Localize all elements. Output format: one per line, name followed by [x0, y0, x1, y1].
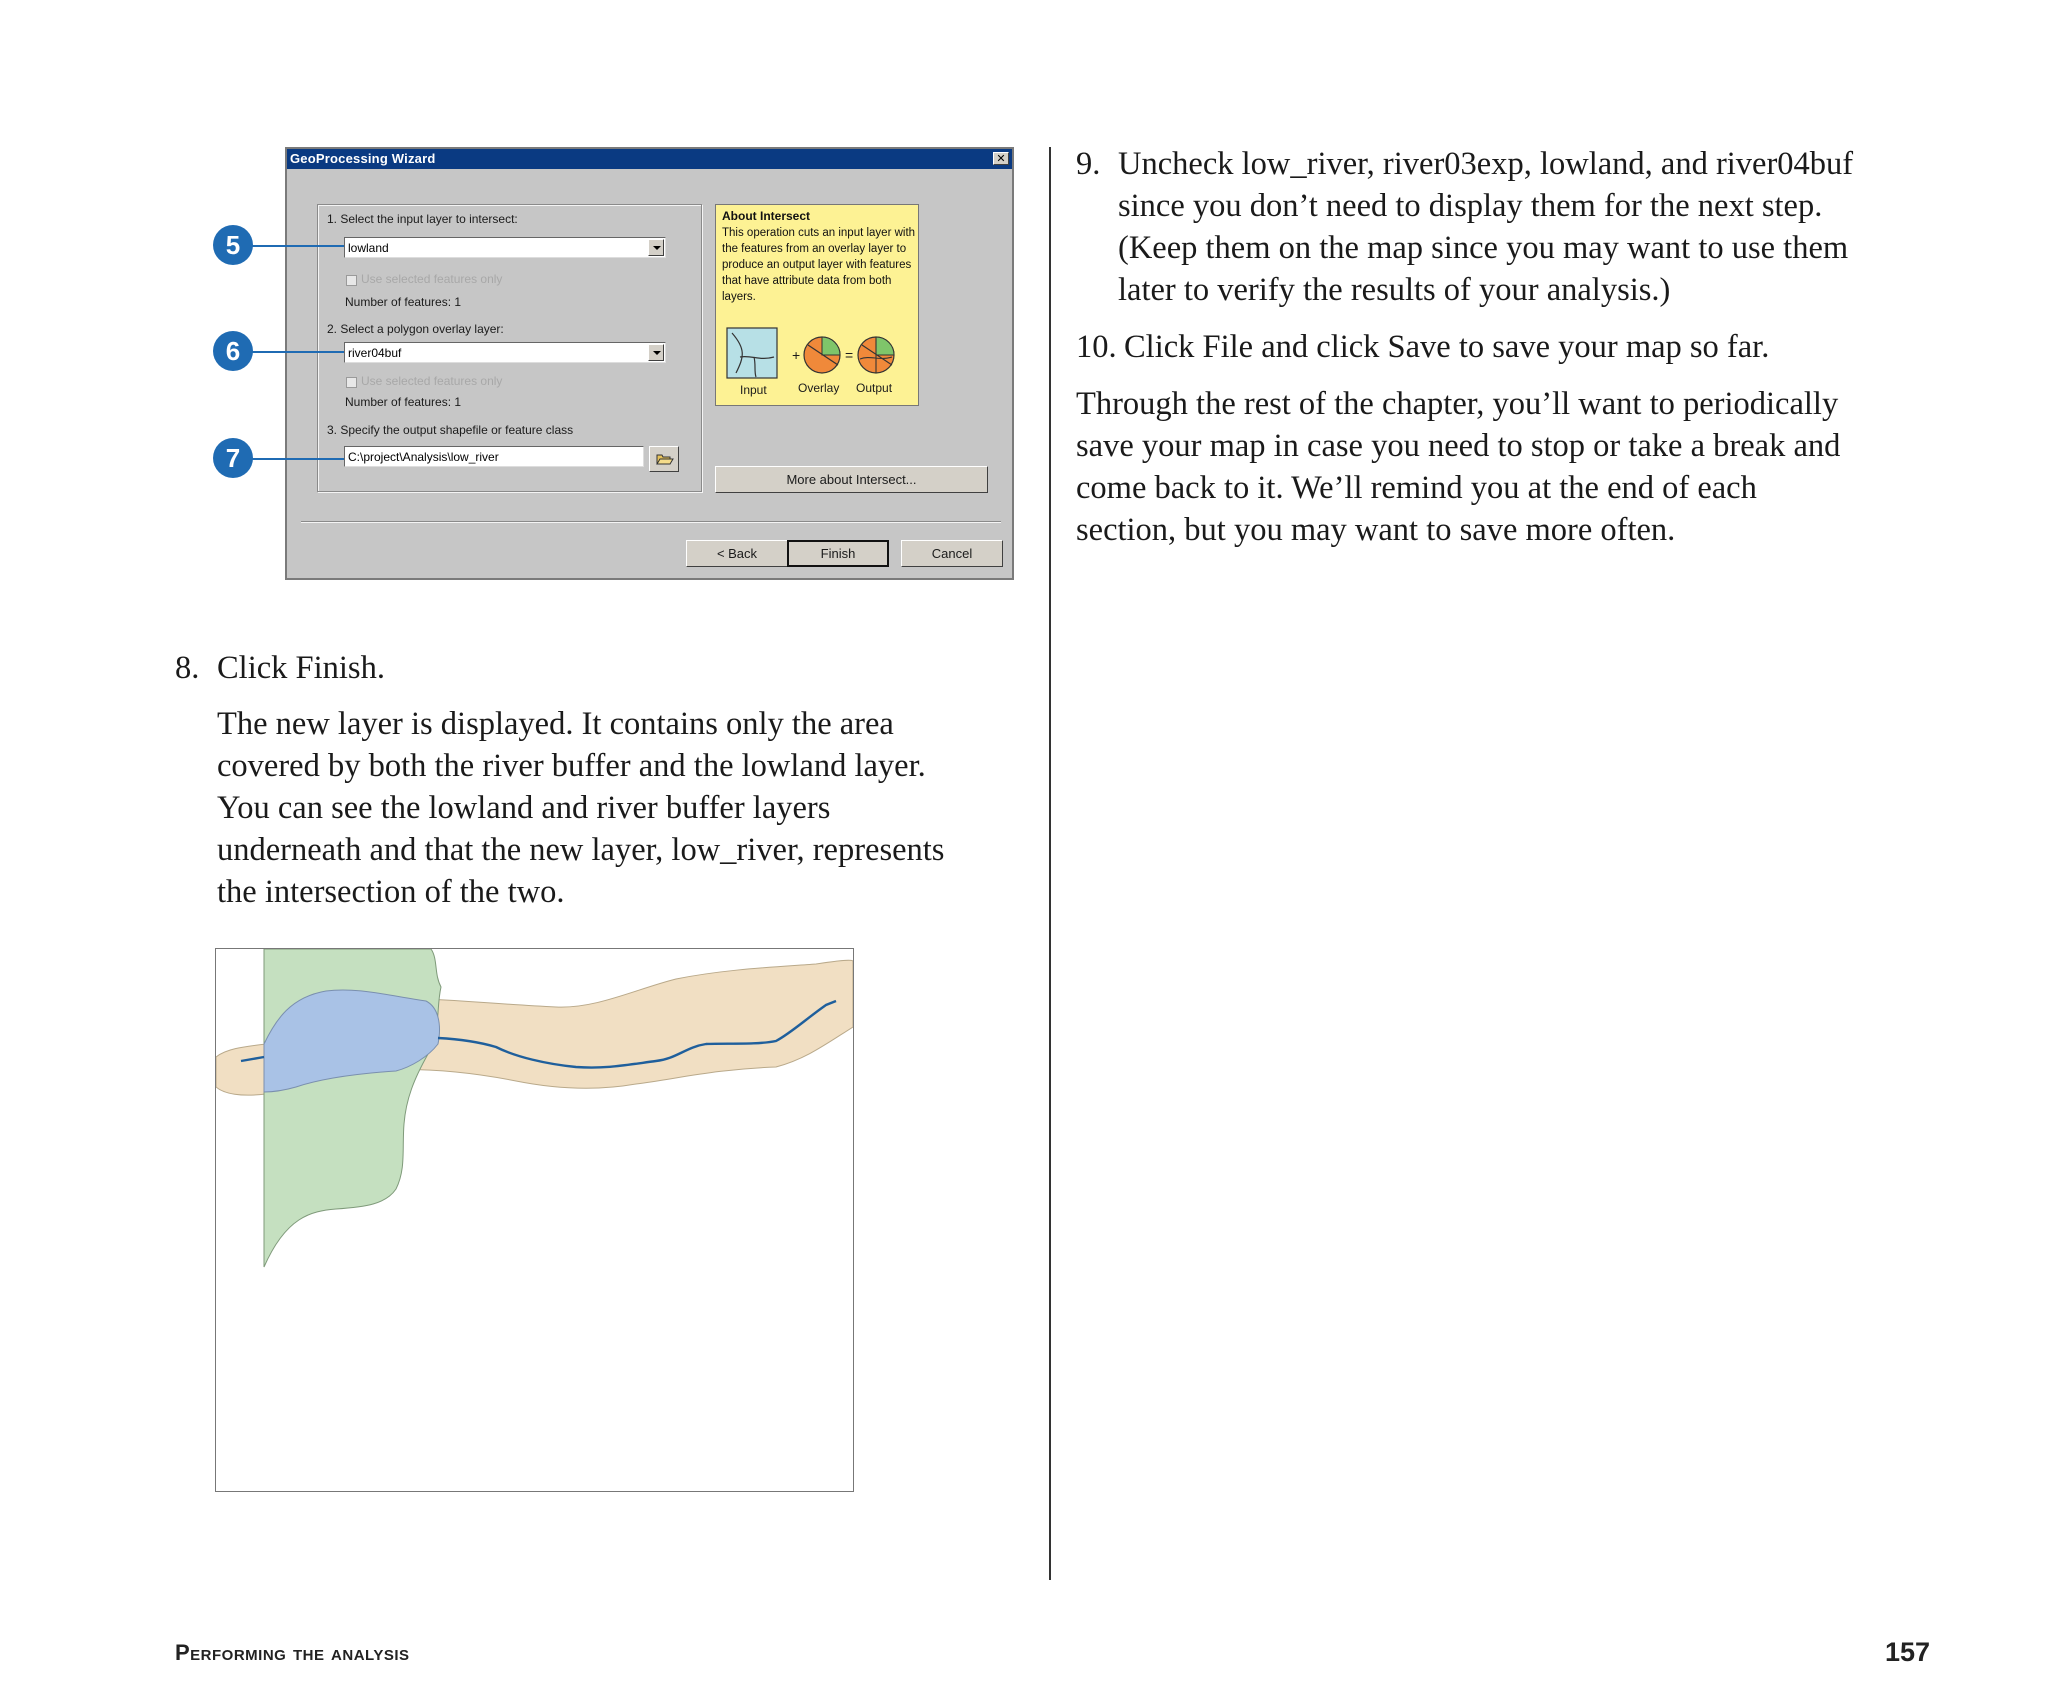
- paragraph-line: later to verify the results of your analysis.): [1118, 272, 1671, 308]
- section-footer: Performing the analysis: [175, 1640, 410, 1665]
- step-9-number: 9.: [1076, 146, 1101, 182]
- finish-button[interactable]: Finish: [787, 540, 889, 567]
- overlay-layer-value: river04buf: [348, 346, 402, 360]
- about-description: This operation cuts an input layer with the features from an overlay layer to produce an output layer with features that have attribute data from both layers.: [722, 227, 916, 303]
- callout-7: 7: [213, 438, 253, 478]
- step-10-number: 10.: [1076, 329, 1117, 365]
- open-folder-icon: [650, 447, 678, 471]
- intersection-map-graphic: [216, 949, 853, 1491]
- overlay-layer-icon: [802, 335, 842, 375]
- paragraph-line: The new layer is displayed. It contains only the area: [217, 706, 894, 742]
- input-layer-select[interactable]: [344, 237, 666, 258]
- paragraph-line: save your map in case you need to stop or take a break and: [1076, 428, 1841, 464]
- paragraph-line: underneath and that the new layer, low_river, represents: [217, 832, 945, 868]
- use-selected-label-1: Use selected features only: [361, 272, 503, 286]
- save-reminder-paragraph: [1076, 383, 1840, 551]
- column-divider: [1049, 147, 1051, 1580]
- plus-sign: +: [792, 347, 801, 363]
- paragraph-line: Uncheck low_river, river03exp, lowland, and river04buf: [1118, 146, 1854, 182]
- feature-count-2: Number of features: 1: [345, 395, 462, 409]
- step-9-text: [1118, 143, 1853, 311]
- title-bar: [287, 149, 1012, 169]
- input-layer-icon: [726, 327, 778, 379]
- step3-label: 3. Specify the output shapefile or feature class: [327, 423, 574, 437]
- divider: [301, 521, 1001, 523]
- paragraph-line: section, but you may want to save more often.: [1076, 512, 1676, 548]
- output-layer-icon: [856, 335, 896, 375]
- close-button[interactable]: ✕: [993, 152, 1009, 165]
- step1-label: 1. Select the input layer to intersect:: [327, 212, 518, 226]
- callout-5-leader: [252, 245, 344, 247]
- result-map: [215, 948, 854, 1492]
- step-10-text: Click File and click Save to save your map so far.: [1124, 329, 1770, 365]
- geoprocessing-wizard-dialog: [285, 147, 1014, 580]
- equals-sign: =: [845, 347, 854, 363]
- more-about-intersect-button[interactable]: More about Intersect...: [715, 466, 988, 493]
- output-path-input[interactable]: [344, 446, 644, 467]
- callout-6: 6: [213, 331, 253, 371]
- paragraph-line: since you don’t need to display them for the next step.: [1118, 188, 1823, 224]
- feature-count-1: Number of features: 1: [345, 295, 462, 309]
- output-path-value: C:\project\Analysis\low_river: [348, 450, 499, 464]
- use-selected-checkbox-1[interactable]: [346, 275, 357, 286]
- about-title: About Intersect: [722, 209, 811, 223]
- step-8-explanation: [217, 703, 944, 913]
- callout-5: 5: [213, 225, 253, 265]
- callout-7-leader: [252, 458, 344, 460]
- chevron-down-icon[interactable]: [648, 344, 664, 361]
- paragraph-line: Through the rest of the chapter, you’ll want to periodically: [1076, 386, 1839, 422]
- output-caption: Output: [856, 381, 893, 395]
- paragraph-line: come back to it. We’ll remind you at the end of each: [1076, 470, 1757, 506]
- chevron-down-icon[interactable]: [648, 239, 664, 256]
- about-intersect-panel: [715, 204, 919, 406]
- input-layer-value: lowland: [348, 241, 389, 255]
- page-number: 157: [1884, 1637, 1930, 1667]
- back-button[interactable]: < Back: [686, 540, 788, 567]
- cancel-button[interactable]: Cancel: [901, 540, 1003, 567]
- use-selected-label-2: Use selected features only: [361, 374, 503, 388]
- step-8-number: 8.: [175, 650, 200, 686]
- paragraph-line: (Keep them on the map since you may want to use them: [1118, 230, 1849, 266]
- input-caption: Input: [740, 383, 767, 397]
- dialog-title: GeoProcessing Wizard: [290, 151, 436, 166]
- callout-6-leader: [252, 351, 344, 353]
- paragraph-line: You can see the lowland and river buffer layers: [217, 790, 831, 826]
- overlay-layer-select[interactable]: [344, 342, 666, 363]
- use-selected-checkbox-2[interactable]: [346, 377, 357, 388]
- paragraph-line: the intersection of the two.: [217, 874, 565, 910]
- step2-label: 2. Select a polygon overlay layer:: [327, 322, 504, 336]
- step-8-text: Click Finish.: [217, 650, 385, 686]
- overlay-caption: Overlay: [798, 381, 840, 395]
- paragraph-line: covered by both the river buffer and the lowland layer.: [217, 748, 926, 784]
- browse-folder-button[interactable]: [649, 446, 679, 472]
